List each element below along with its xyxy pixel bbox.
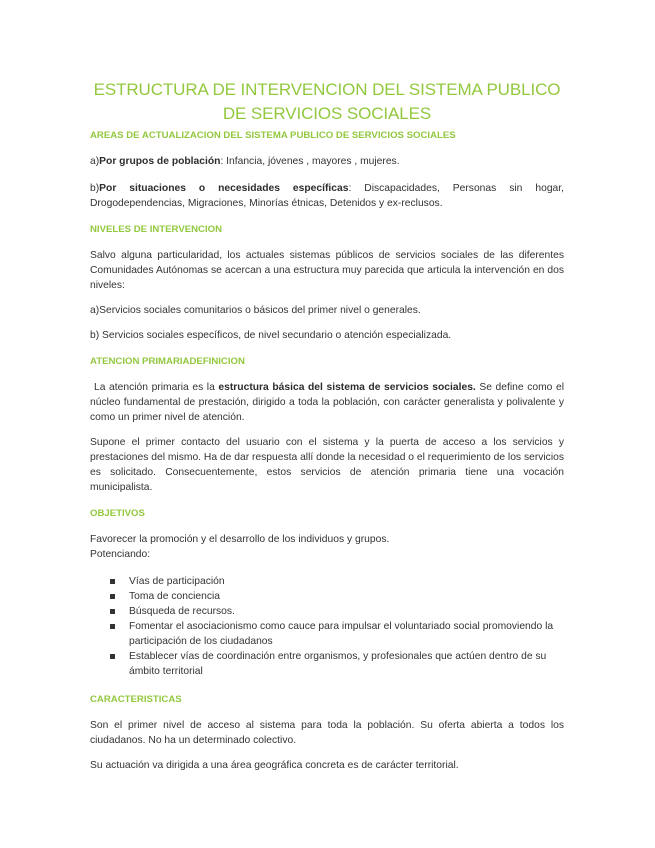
caracteristicas-heading: CARACTERISTICAS: [90, 694, 182, 705]
niveles-level-a: a)Servicios sociales comunitarios o básicos del primer nivel o generales.: [90, 305, 421, 316]
list-item: Fomentar el asociacionismo como cauce para impulsar el voluntariado social promoviendo la participación de los ciudadanos: [110, 619, 564, 649]
areas-item-a-text: : Infancia, jóvenes , mayores , mujeres.: [220, 156, 400, 167]
areas-item-b-prefix: b): [90, 183, 100, 194]
areas-item-a-prefix: a): [90, 156, 100, 167]
list-item: Búsqueda de recursos.: [110, 604, 564, 619]
page-title: ESTRUCTURA DE INTERVENCION DEL SISTEMA PUBLICO DE SERVICIOS SOCIALES: [93, 80, 561, 123]
atencion-p1-start: La atención primaria es la: [94, 382, 219, 393]
objetivos-bullet-list: [90, 574, 564, 679]
objetivos-heading: OBJETIVOS: [90, 508, 145, 519]
objetivos-line-2: Potenciando:: [90, 549, 151, 560]
niveles-intro: Salvo alguna particularidad, los actuales sistemas públicos de servicios sociales de las diferentes Comunidades Autónomas se acercan a una estructura muy parecida que articula la intervención en dos niveles:: [90, 250, 564, 291]
areas-item-b: [90, 181, 564, 211]
niveles-heading: NIVELES DE INTERVENCION: [90, 224, 223, 235]
areas-item-b-text: : Discapacidades, Personas sin hogar, Drogodependencias, Migraciones, Minorías étnicas, Detenidos y ex-reclusos.: [90, 183, 564, 209]
list-item: Vías de participación: [110, 574, 564, 589]
areas-item-a-bold: Por grupos de población: [99, 156, 221, 167]
areas-item-b-bold: Por situaciones o necesidades específicas: [99, 183, 349, 194]
niveles-level-b: b) Servicios sociales específicos, de nivel secundario o atención especializada.: [90, 330, 452, 341]
list-item: Establecer vías de coordinación entre organismos, y profesionales que actúen dentro de su ámbito territorial: [110, 649, 564, 679]
atencion-p1-end: Se define como el núcleo fundamental de prestación, dirigido a toda la población, con carácter generalista y polivalente y como un primer nivel de atención.: [90, 382, 564, 423]
caracteristicas-paragraph-1: Son el primer nivel de acceso al sistema para toda la población. Su oferta abierta a todos los ciudadanos. No ha un determinado colectivo.: [90, 720, 564, 746]
areas-item-a: [90, 154, 564, 169]
atencion-heading: ATENCION PRIMARIADEFINICION: [90, 356, 245, 367]
atencion-p1-bold: estructura básica del sistema de servicios sociales.: [218, 382, 476, 393]
caracteristicas-paragraph-2: Su actuación va dirigida a una área geográfica concreta es de carácter territorial.: [90, 760, 459, 771]
areas-heading: AREAS DE ACTUALIZACION DEL SISTEMA PUBLICO DE SERVICIOS SOCIALES: [90, 130, 456, 141]
document-content: [90, 78, 564, 773]
atencion-paragraph-2: Supone el primer contacto del usuario con el sistema y la puerta de acceso a los servicios y prestaciones del mismo. Ha de dar respuesta allí donde la necesidad o el requerimiento de los servicios es solicitado. Consecuentemente, estos servicios de atención primaria tiene una vocación municipalista.: [90, 437, 564, 493]
objetivos-line-1: Favorecer la promoción y el desarrollo de los individuos y grupos.: [90, 534, 390, 545]
atencion-paragraph-1: [90, 380, 564, 425]
list-item: Toma de conciencia: [110, 589, 564, 604]
